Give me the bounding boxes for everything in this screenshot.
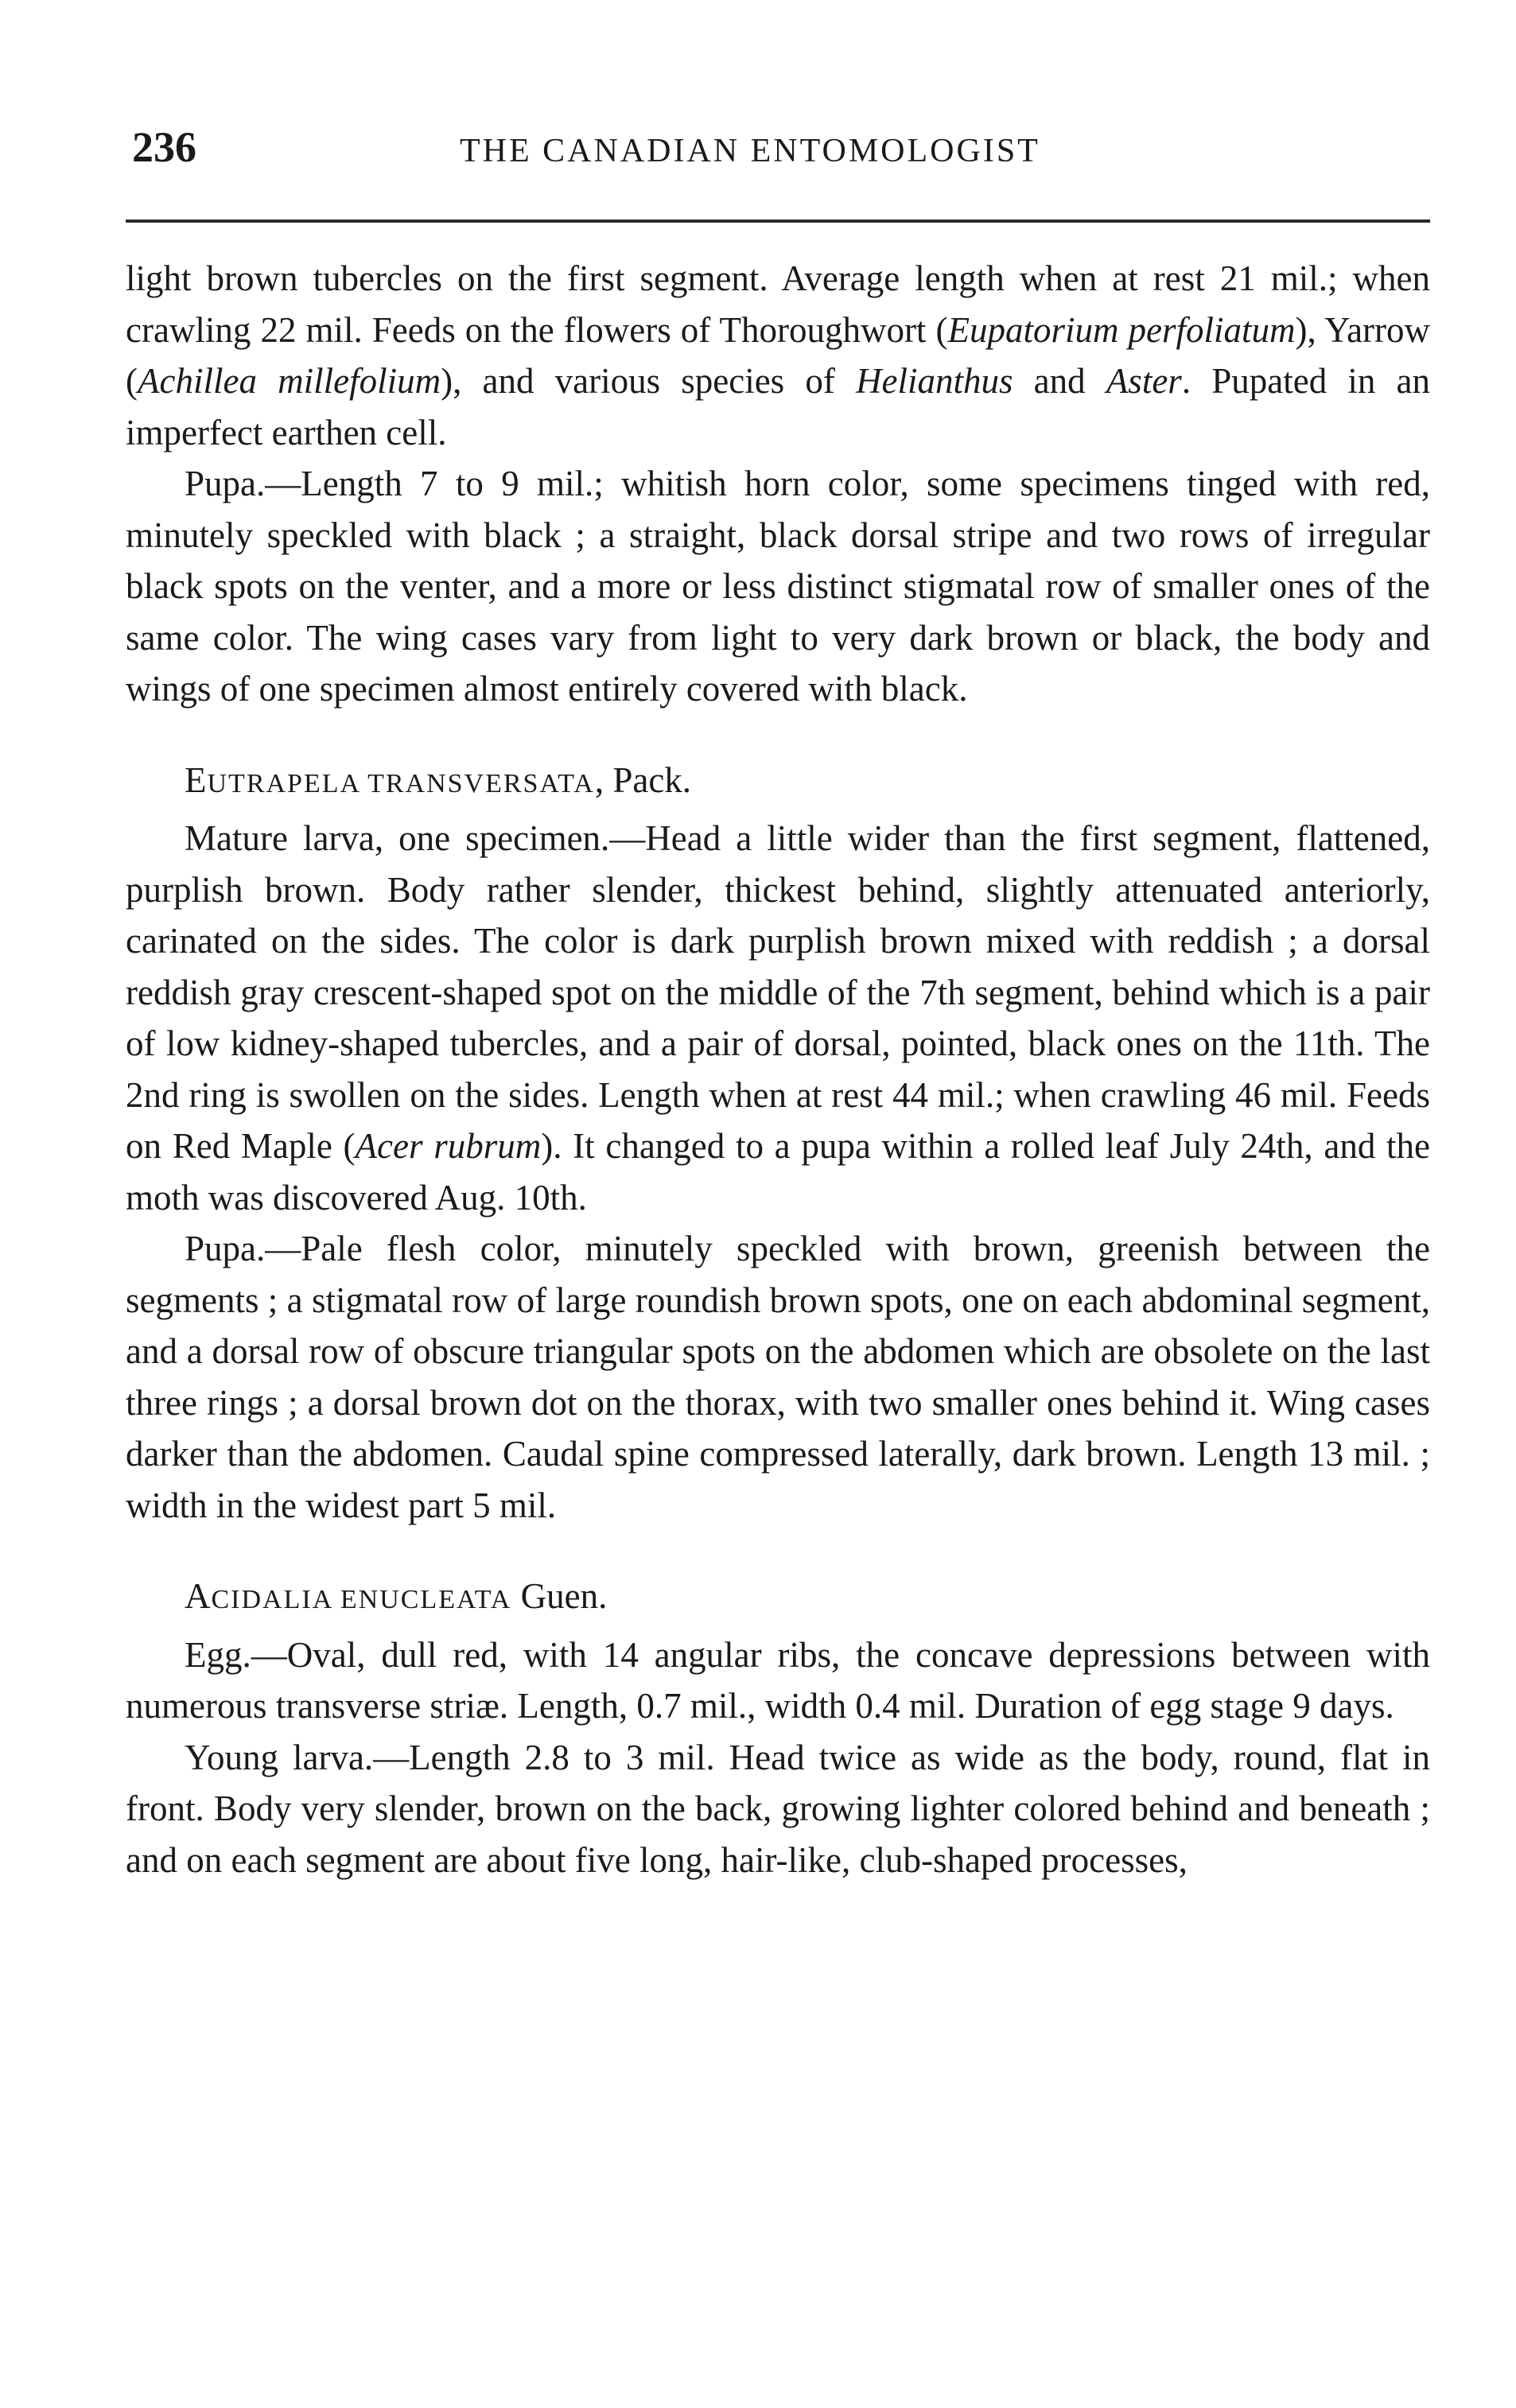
species-name: Eupatorium perfoliatum bbox=[947, 309, 1296, 350]
text-run: light brown tubercles on the first segment. Average length when at rest 21 mil.; when crawling 22 mil. Feeds on the flowers of Thoroughwort ( bbox=[126, 258, 1430, 350]
heading-capital: E bbox=[185, 759, 208, 800]
text-run: ), Yarrow ( bbox=[126, 309, 1431, 401]
body-text bbox=[126, 253, 1430, 1886]
heading-author: , Pack. bbox=[594, 759, 692, 800]
species-name: Acer rubrum bbox=[355, 1126, 542, 1166]
text-run: Mature larva, one specimen.—Head a little wider than the first segment, flattened, purplish brown. Body rather slender, thickest behind, slightly attenuated anteriorly, carinated on the sides. The color is dark purplish brown mixed with reddish ; a dorsal reddish gray crescent-shaped spot on the middle of the 7th segment, behind which is a pair of low kidney-shaped tubercles, and a pair of dorsal, pointed, black ones on the 11th. The 2nd ring is swollen on the sides. Length when at rest 44 mil.; when crawling 46 mil. Feeds on Red Maple ( bbox=[126, 818, 1430, 1166]
paragraph-pupa-1: Pupa.—Length 7 to 9 mil.; whitish horn color, some specimens tinged with red, minutely speckled with black ; a straight, black dorsal stripe and two rows of irregular black spots on the venter, and a more or less distinct stigmatal row of smaller ones of the same color. The wing cases vary from light to very dark brown or black, the body and wings of one specimen almost entirely covered with black. bbox=[126, 464, 1430, 709]
species-heading-eutrapela bbox=[126, 755, 1430, 810]
text-run: ), and various species of bbox=[441, 361, 857, 401]
paragraph-continuation bbox=[126, 253, 1430, 458]
page-number: 236 bbox=[132, 123, 196, 171]
species-name: Achillea millefolium bbox=[138, 361, 441, 401]
genus-name: Helianthus bbox=[856, 361, 1013, 401]
text-run: ). It changed to a pupa within a rolled leaf July 24th, and the moth was discovered Aug. 10th. bbox=[126, 1126, 1431, 1218]
heading-small-caps: CIDALIA ENUCLEATA bbox=[211, 1585, 512, 1614]
heading-capital: A bbox=[185, 1576, 212, 1616]
running-title: THE CANADIAN ENTOMOLOGIST bbox=[460, 133, 1040, 169]
text-run: . Pupated in an imperfect earthen cell. bbox=[126, 361, 1430, 452]
paragraph-young-larva: Young larva.—Length 2.8 to 3 mil. Head twice as wide as the body, round, flat in front. Body very slender, brown on the back, growing lighter colored behind and beneath ; and on each segment are about five long, hair-like, club-shaped processes, bbox=[126, 1737, 1430, 1880]
paragraph-egg: Egg.—Oval, dull red, with 14 angular ribs, the concave depressions between with numerous transverse striæ. Length, 0.7 mil., width 0.4 mil. Duration of egg stage 9 days. bbox=[126, 1634, 1430, 1726]
header-rule bbox=[126, 219, 1430, 223]
page-header bbox=[126, 119, 1430, 183]
genus-name: Aster bbox=[1106, 361, 1182, 401]
species-heading-acidalia bbox=[126, 1571, 1430, 1626]
text-run: and bbox=[1013, 361, 1106, 401]
paragraph-pupa-2: Pupa.—Pale flesh color, minutely speckled with brown, greenish between the segments ; a stigmatal row of large roundish brown spots, one on each abdominal segment, and a dorsal row of obscure triangular spots on the abdomen which are obsolete on the last three rings ; a dorsal brown dot on the thorax, with two smaller ones behind it. Wing cases darker than the abdomen. Caudal spine compressed laterally, dark brown. Length 13 mil. ; width in the widest part 5 mil. bbox=[126, 1229, 1430, 1525]
heading-author: Guen. bbox=[511, 1576, 608, 1616]
paragraph-mature-larva bbox=[126, 813, 1430, 1223]
heading-small-caps: UTRAPELA TRANSVERSATA bbox=[207, 768, 595, 798]
